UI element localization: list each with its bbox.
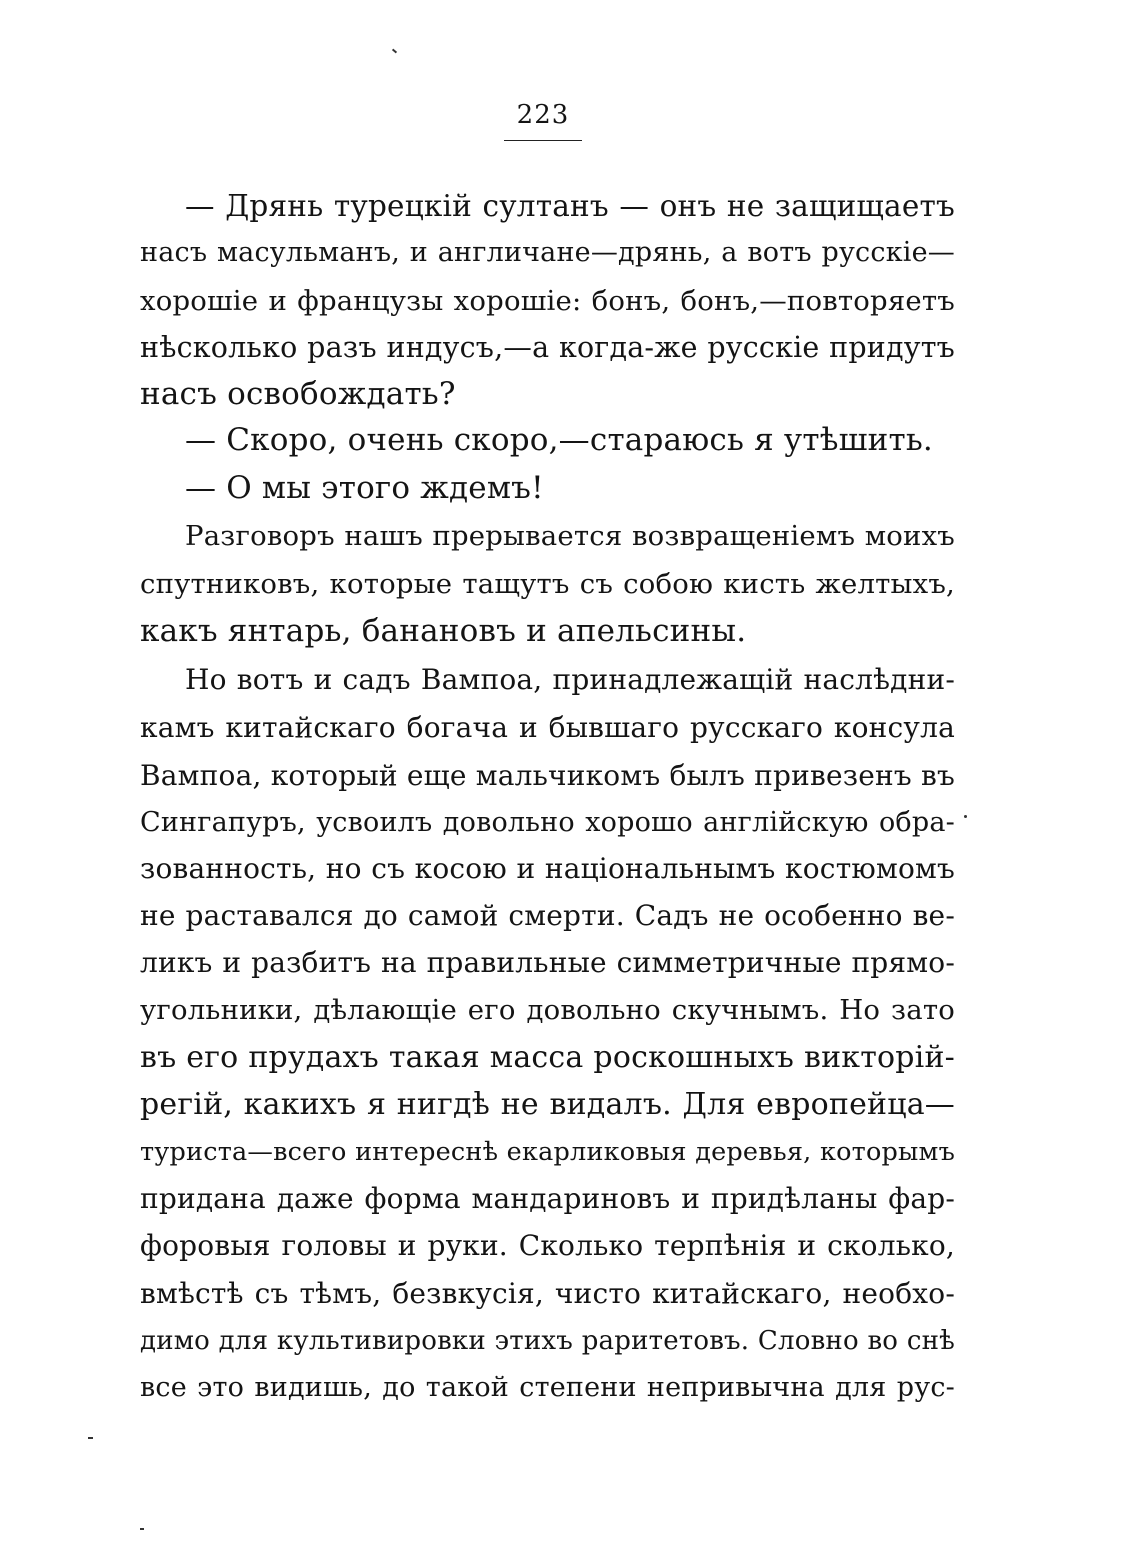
text-line: какъ янтарь, банановъ и апельсины. xyxy=(140,613,747,649)
text-line: насъ масульманъ, и англичане—дрянь, а вотъ русскіе— xyxy=(140,237,955,268)
text-line: насъ освобождать? xyxy=(140,376,456,412)
text-line: Сингапуръ, усвоилъ довольно хорошо англійскую обра- xyxy=(140,807,955,838)
text-line: форовыя головы и руки. Сколько терпѣнія и сколько, xyxy=(140,1229,955,1262)
text-line: Но вотъ и садъ Вампоа, принадлежащій наслѣдни- xyxy=(185,663,955,696)
text-line: угольники, дѣлающіе его довольно скучнымъ. Но зато xyxy=(140,994,955,1026)
text-line: Вампоа, который еще мальчикомъ былъ привезенъ въ xyxy=(140,759,955,792)
text-line: въ его прудахъ такая масса роскошныхъ викторій- xyxy=(140,1040,955,1075)
text-line: камъ китайскаго богача и бывшаго русскаго консула xyxy=(140,711,955,744)
scan-speck xyxy=(88,1437,93,1439)
text-line: туриста—всего интереснѣ екарликовыя деревья, которымъ xyxy=(140,1137,955,1167)
text-line: хорошіе и французы хорошіе: бонъ, бонъ,—повторяетъ xyxy=(140,285,955,317)
text-line: вмѣстѣ съ тѣмъ, безвкусія, чисто китайскаго, необхо- xyxy=(140,1277,955,1310)
header-rule xyxy=(504,140,582,141)
scan-speck xyxy=(392,49,397,54)
page-number: 223 xyxy=(516,100,570,130)
text-line: нѣсколько разъ индусъ,—а когда-же русскіе придутъ xyxy=(140,331,955,364)
text-line: все это видишь, до такой степени непривычна для рус- xyxy=(140,1372,955,1403)
text-line: — Дрянь турецкій султанъ — онъ не защищаетъ xyxy=(185,189,955,223)
text-line: — Скоро, очень скоро,—стараюсь я утѣшить. xyxy=(185,422,933,458)
text-line: придана даже форма мандариновъ и придѣланы фар- xyxy=(140,1182,955,1215)
text-line: — О мы этого ждемъ! xyxy=(185,470,544,506)
text-line: регій, какихъ я нигдѣ не видалъ. Для европейца— xyxy=(140,1087,955,1122)
scan-speck xyxy=(964,815,967,818)
text-line: Разговоръ нашъ прерывается возвращеніемъ моихъ xyxy=(185,520,955,552)
text-line: димо для культивировки этихъ раритетовъ. Словно во снѣ xyxy=(140,1326,955,1356)
text-line: зованность, но съ косою и національнымъ костюмомъ xyxy=(140,852,955,885)
text-line: ликъ и разбитъ на правильные симметричные прямо- xyxy=(140,946,955,979)
text-line: не раставался до самой смерти. Садъ не особенно ве- xyxy=(140,899,955,932)
text-line: спутниковъ, которые тащутъ съ собою кисть желтыхъ, xyxy=(140,568,955,600)
scan-speck xyxy=(140,1528,144,1530)
